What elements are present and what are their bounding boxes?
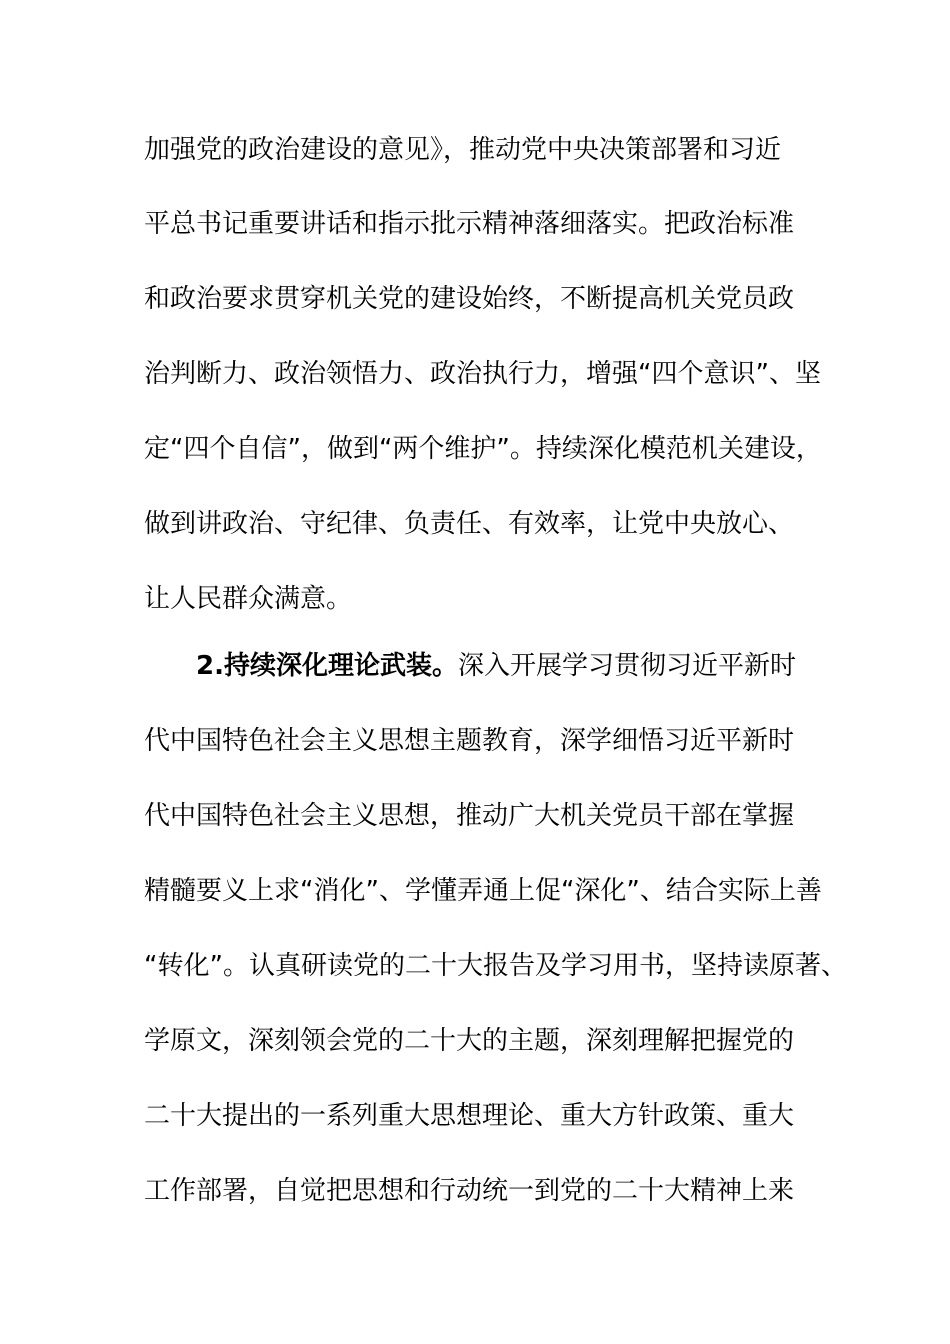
text-line: 学原文，深刻领会党的二十大的主题，深刻理解把握党的 [144,1026,795,1056]
text-line: 和政治要求贯穿机关党的建设始终，不断提高机关党员政 [144,284,795,314]
text-line: 代中国特色社会主义思想，推动广大机关党员干部在掌握 [144,801,795,831]
text-line: “转化”。认真研读党的二十大报告及学习用书，坚持读原著、 [144,951,847,981]
text-line: 加强党的政治建设的意见》，推动党中央决策部署和习近 [144,135,782,165]
text-line: 代中国特色社会主义思想主题教育，深学细悟习近平新时 [144,726,795,756]
text-line: 做到讲政治、守纪律、负责任、有效率，让党中央放心、 [144,509,795,539]
text-line: 二十大提出的一系列重大思想理论、重大方针政策、重大 [144,1101,795,1131]
text-line: 定“四个自信”，做到“两个维护”。持续深化模范机关建设， [144,434,822,464]
paragraph-first-line [196,648,896,684]
text-line: 精髓要义上求“消化”、学懂弄通上促“深化”、结合实际上善 [144,876,822,906]
text-line: 平总书记重要讲话和指示批示精神落细落实。把政治标准 [144,209,795,239]
text-line: 让人民群众满意。 [144,584,353,614]
section-heading: 2.持续深化理论武装。 [196,651,458,681]
text-line: 工作部署，自觉把思想和行动统一到党的二十大精神上来 [144,1176,795,1206]
text-span: 深入开展学习贯彻习近平新时 [457,651,796,681]
text-line: 治判断力、政治领悟力、政治执行力，增强“四个意识”、坚 [144,359,821,389]
